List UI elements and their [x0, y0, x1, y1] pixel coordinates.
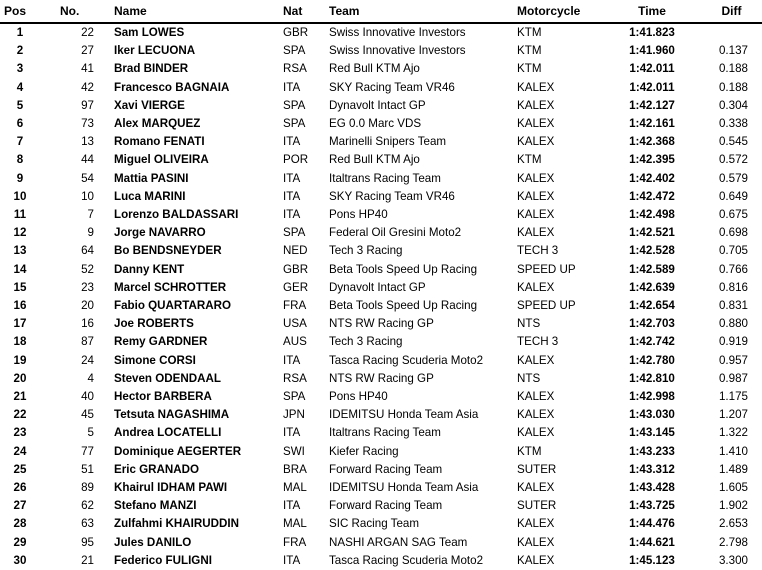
cell-number: 22: [81, 26, 94, 39]
cell-time: 1:42.780: [629, 353, 675, 367]
cell-number: 62: [81, 499, 94, 513]
cell-number: 20: [81, 299, 94, 313]
table-row: [0, 206, 762, 224]
table-row: [0, 406, 762, 424]
cell-rider-name: Zulfahmi KHAIRUDDIN: [114, 517, 239, 531]
cell-number: 27: [81, 44, 94, 58]
table-row: [0, 497, 762, 515]
cell-team: Kiefer Racing: [329, 444, 399, 458]
table-row: [0, 133, 762, 151]
cell-motorcycle: KALEX: [517, 98, 555, 112]
cell-team: Beta Tools Speed Up Racing: [329, 299, 478, 313]
cell-motorcycle: KALEX: [517, 80, 555, 94]
cell-team: EG 0.0 Marc VDS: [329, 117, 422, 131]
cell-rider-name: Xavi VIERGE: [114, 98, 185, 112]
cell-motorcycle: TECH 3: [517, 335, 559, 349]
cell-rider-name: Mattia PASINI: [114, 171, 189, 185]
cell-pos: 25: [13, 462, 27, 476]
cell-motorcycle: KALEX: [517, 353, 555, 367]
table-row: [0, 370, 762, 388]
cell-nationality: ITA: [283, 189, 301, 203]
cell-number: 21: [81, 553, 94, 567]
cell-nationality: RSA: [283, 62, 307, 76]
cell-rider-name: Dominique AEGERTER: [114, 444, 242, 458]
cell-number: 10: [81, 189, 94, 203]
header-team: Team: [329, 0, 517, 23]
cell-diff: 1.175: [718, 390, 748, 404]
header-no: No.: [40, 0, 104, 23]
cell-motorcycle: KALEX: [517, 208, 555, 222]
table-row: [0, 60, 762, 78]
cell-diff: [701, 23, 762, 42]
cell-diff: 0.766: [718, 262, 748, 276]
cell-rider-name: Brad BINDER: [114, 62, 189, 76]
cell-number: 73: [81, 117, 94, 131]
cell-pos: 18: [13, 335, 27, 349]
cell-rider-name: Hector BARBERA: [114, 390, 212, 404]
cell-rider-name: Miguel OLIVEIRA: [114, 153, 209, 167]
cell-diff: 0.545: [718, 135, 748, 149]
cell-team: Forward Racing Team: [329, 499, 443, 513]
cell-rider-name: Tetsuta NAGASHIMA: [114, 408, 230, 422]
cell-diff: 0.816: [718, 280, 748, 294]
cell-rider-name: Luca MARINI: [114, 189, 186, 203]
cell-pos: 30: [13, 553, 27, 567]
cell-team: Beta Tools Speed Up Racing: [329, 262, 478, 276]
header-time: Time: [603, 0, 701, 23]
cell-number: 16: [81, 317, 94, 331]
cell-rider-name: Jules DANILO: [114, 535, 192, 549]
cell-diff: 1.489: [718, 462, 748, 476]
cell-rider-name: Khairul IDHAM PAWI: [114, 481, 228, 495]
cell-number: 51: [81, 462, 94, 476]
cell-time: 1:43.725: [629, 499, 675, 513]
cell-diff: 0.649: [718, 189, 748, 203]
header-nat: Nat: [283, 0, 329, 23]
cell-pos: 3: [16, 62, 24, 76]
table-row: [0, 424, 762, 442]
cell-pos: 4: [16, 80, 24, 94]
cell-rider-name: Jorge NAVARRO: [114, 226, 206, 240]
cell-team: IDEMITSU Honda Team Asia: [329, 481, 479, 495]
cell-diff: 2.798: [718, 535, 748, 549]
cell-diff: 0.579: [718, 171, 748, 185]
table-row: [0, 552, 762, 570]
cell-time: 1:42.161: [629, 117, 675, 131]
cell-motorcycle: NTS: [517, 317, 541, 331]
cell-team: Italtrans Racing Team: [329, 426, 441, 440]
cell-team: SIC Racing Team: [329, 517, 419, 531]
table-row: [0, 515, 762, 533]
cell-time: 1:42.528: [629, 244, 675, 258]
cell-motorcycle: KALEX: [517, 553, 555, 567]
cell-nationality: SPA: [283, 44, 306, 58]
table-row: [0, 23, 762, 42]
cell-nationality: MAL: [283, 517, 307, 531]
table-row: [0, 461, 762, 479]
cell-diff: 0.304: [718, 98, 748, 112]
cell-motorcycle: KALEX: [517, 408, 555, 422]
cell-pos: 2: [16, 44, 24, 58]
cell-motorcycle: KALEX: [517, 390, 555, 404]
cell-time: 1:43.145: [629, 426, 675, 440]
table-row: [0, 297, 762, 315]
cell-pos: 15: [13, 280, 27, 294]
cell-nationality: ITA: [283, 499, 301, 513]
cell-pos: 12: [13, 226, 27, 240]
cell-pos: 1: [16, 26, 24, 39]
cell-team: Federal Oil Gresini Moto2: [329, 226, 462, 240]
cell-motorcycle: SUTER: [517, 462, 557, 476]
cell-motorcycle: KALEX: [517, 226, 555, 240]
cell-rider-name: Eric GRANADO: [114, 462, 200, 476]
cell-time: 1:43.428: [629, 481, 675, 495]
cell-diff: 0.957: [718, 353, 748, 367]
table-header: [0, 0, 762, 23]
cell-team: SKY Racing Team VR46: [329, 189, 455, 203]
cell-number: 63: [81, 517, 94, 531]
cell-diff: 0.705: [718, 244, 748, 258]
cell-diff: 0.338: [718, 117, 748, 131]
cell-number: 45: [81, 408, 94, 422]
cell-nationality: AUS: [283, 335, 307, 349]
cell-pos: 17: [13, 317, 27, 331]
cell-motorcycle: KALEX: [517, 517, 555, 531]
cell-time: 1:44.621: [629, 535, 675, 549]
cell-pos: 6: [16, 117, 24, 131]
cell-rider-name: Sam LOWES: [114, 26, 185, 39]
cell-time: 1:43.312: [629, 462, 675, 476]
cell-number: 54: [81, 171, 94, 185]
cell-number: 5: [87, 426, 94, 440]
cell-team: Pons HP40: [329, 390, 388, 404]
cell-pos: 14: [13, 262, 27, 276]
cell-team: Dynavolt Intact GP: [329, 98, 426, 112]
cell-motorcycle: KALEX: [517, 535, 555, 549]
cell-motorcycle: KALEX: [517, 189, 555, 203]
cell-number: 44: [81, 153, 94, 167]
table-row: [0, 151, 762, 169]
cell-nationality: GER: [283, 280, 309, 294]
table-row: [0, 224, 762, 242]
cell-number: 87: [81, 335, 94, 349]
cell-motorcycle: SUTER: [517, 499, 557, 513]
table-row: [0, 388, 762, 406]
cell-team: NTS RW Racing GP: [329, 317, 434, 331]
cell-rider-name: Andrea LOCATELLI: [114, 426, 222, 440]
cell-diff: 0.572: [718, 153, 748, 167]
cell-team: Marinelli Snipers Team: [329, 135, 447, 149]
header-pos: Pos: [0, 0, 40, 23]
cell-nationality: ITA: [283, 353, 301, 367]
cell-team: NTS RW Racing GP: [329, 371, 434, 385]
cell-rider-name: Lorenzo BALDASSARI: [114, 208, 239, 222]
cell-rider-name: Danny KENT: [114, 262, 185, 276]
cell-nationality: ITA: [283, 171, 301, 185]
table-row: [0, 534, 762, 552]
cell-diff: 0.675: [718, 208, 748, 222]
cell-time: 1:42.011: [629, 62, 675, 76]
cell-rider-name: Joe ROBERTS: [114, 317, 194, 331]
cell-rider-name: Simone CORSI: [114, 353, 196, 367]
cell-rider-name: Iker LECUONA: [114, 44, 196, 58]
cell-team: SKY Racing Team VR46: [329, 80, 455, 94]
cell-nationality: BRA: [283, 462, 307, 476]
cell-pos: 16: [13, 299, 27, 313]
cell-diff: 0.188: [718, 80, 748, 94]
cell-number: 7: [87, 208, 94, 222]
cell-motorcycle: SPEED UP: [517, 299, 576, 313]
table-row: [0, 443, 762, 461]
cell-nationality: SWI: [283, 444, 305, 458]
cell-nationality: ITA: [283, 208, 301, 222]
cell-number: 64: [81, 244, 94, 258]
cell-number: 4: [87, 371, 94, 385]
cell-motorcycle: KALEX: [517, 117, 555, 131]
cell-time: 1:42.654: [629, 299, 675, 313]
cell-number: 9: [87, 226, 94, 240]
table-row: [0, 115, 762, 133]
cell-time: 1:43.030: [629, 408, 675, 422]
cell-team: Tech 3 Racing: [329, 244, 403, 258]
cell-pos: 21: [13, 390, 27, 404]
header-name: Name: [104, 0, 283, 23]
cell-time: 1:42.395: [629, 153, 675, 167]
table-row: [0, 79, 762, 97]
cell-nationality: SPA: [283, 390, 306, 404]
cell-team: Red Bull KTM Ajo: [329, 62, 420, 76]
cell-motorcycle: KALEX: [517, 426, 555, 440]
cell-rider-name: Fabio QUARTARARO: [114, 299, 232, 313]
table-body: [0, 23, 762, 570]
cell-pos: 26: [13, 481, 27, 495]
cell-rider-name: Romano FENATI: [114, 135, 205, 149]
cell-rider-name: Alex MARQUEZ: [114, 117, 201, 131]
table-row: [0, 188, 762, 206]
cell-pos: 28: [13, 517, 27, 531]
cell-pos: 8: [16, 153, 24, 167]
cell-nationality: MAL: [283, 481, 307, 495]
table-row: [0, 170, 762, 188]
cell-motorcycle: TECH 3: [517, 244, 559, 258]
cell-pos: 10: [13, 189, 27, 203]
cell-pos: 19: [13, 353, 27, 367]
cell-pos: 5: [16, 98, 24, 112]
cell-number: 40: [81, 390, 94, 404]
cell-team: Red Bull KTM Ajo: [329, 153, 420, 167]
cell-number: 41: [81, 62, 94, 76]
header-row: [0, 0, 762, 23]
cell-nationality: SPA: [283, 98, 306, 112]
cell-team: Forward Racing Team: [329, 462, 443, 476]
cell-diff: 1.207: [718, 408, 748, 422]
cell-nationality: ITA: [283, 80, 301, 94]
cell-pos: 27: [13, 499, 27, 513]
cell-nationality: FRA: [283, 535, 307, 549]
cell-diff: 1.322: [718, 426, 748, 440]
cell-rider-name: Francesco BAGNAIA: [114, 80, 230, 94]
cell-time: 1:42.498: [629, 208, 675, 222]
cell-motorcycle: KTM: [517, 44, 542, 58]
cell-nationality: USA: [283, 317, 307, 331]
cell-time: 1:42.703: [629, 317, 675, 331]
cell-diff: 2.653: [718, 517, 748, 531]
cell-diff: 0.698: [718, 226, 748, 240]
cell-team: Italtrans Racing Team: [329, 171, 441, 185]
cell-motorcycle: KTM: [517, 444, 542, 458]
header-motorcycle: Motorcycle: [517, 0, 603, 23]
cell-time: 1:44.476: [629, 517, 675, 531]
cell-time: 1:45.123: [629, 553, 675, 567]
cell-number: 89: [81, 481, 94, 495]
cell-rider-name: Federico FULIGNI: [114, 553, 212, 567]
cell-number: 13: [81, 135, 94, 149]
cell-number: 52: [81, 262, 94, 276]
cell-pos: 24: [13, 444, 27, 458]
table-row: [0, 333, 762, 351]
cell-diff: 1.410: [718, 444, 748, 458]
table-row: [0, 352, 762, 370]
cell-diff: 0.831: [718, 299, 748, 313]
cell-nationality: ITA: [283, 553, 301, 567]
cell-team: Tasca Racing Scuderia Moto2: [329, 553, 484, 567]
cell-team: IDEMITSU Honda Team Asia: [329, 408, 479, 422]
cell-pos: 9: [16, 171, 24, 185]
cell-diff: 1.605: [718, 481, 748, 495]
cell-motorcycle: KALEX: [517, 135, 555, 149]
cell-time: 1:42.521: [629, 226, 675, 240]
cell-motorcycle: NTS: [517, 371, 541, 385]
cell-number: 24: [81, 353, 94, 367]
cell-nationality: JPN: [283, 408, 305, 422]
table-row: [0, 97, 762, 115]
cell-nationality: SPA: [283, 117, 306, 131]
cell-pos: 20: [13, 371, 27, 385]
cell-time: 1:42.402: [629, 171, 675, 185]
cell-time: 1:42.472: [629, 189, 675, 203]
cell-pos: 22: [13, 408, 27, 422]
cell-diff: 0.188: [718, 62, 748, 76]
cell-time: 1:42.589: [629, 262, 675, 276]
cell-motorcycle: KALEX: [517, 481, 555, 495]
cell-nationality: GBR: [283, 26, 309, 39]
cell-motorcycle: KALEX: [517, 171, 555, 185]
cell-time: 1:42.998: [629, 390, 675, 404]
cell-motorcycle: KTM: [517, 62, 542, 76]
cell-pos: 29: [13, 535, 27, 549]
cell-team: Swiss Innovative Investors: [329, 26, 466, 39]
cell-nationality: RSA: [283, 371, 307, 385]
cell-nationality: FRA: [283, 299, 307, 313]
cell-motorcycle: SPEED UP: [517, 262, 576, 276]
table-row: [0, 42, 762, 60]
cell-time: 1:42.368: [629, 135, 675, 149]
table-row: [0, 261, 762, 279]
cell-nationality: NED: [283, 244, 308, 258]
cell-motorcycle: KALEX: [517, 280, 555, 294]
cell-number: 97: [81, 98, 94, 112]
cell-team: Dynavolt Intact GP: [329, 280, 426, 294]
cell-pos: 23: [13, 426, 27, 440]
cell-rider-name: Marcel SCHROTTER: [114, 280, 227, 294]
cell-nationality: ITA: [283, 426, 301, 440]
cell-rider-name: Stefano MANZI: [114, 499, 197, 513]
cell-time: 1:42.810: [629, 371, 675, 385]
cell-time: 1:42.639: [629, 280, 675, 294]
cell-time: 1:42.011: [629, 80, 675, 94]
cell-number: 42: [81, 80, 94, 94]
cell-nationality: ITA: [283, 135, 301, 149]
cell-time: 1:41.823: [629, 26, 675, 39]
cell-diff: 0.880: [718, 317, 748, 331]
table-row: [0, 242, 762, 260]
cell-nationality: SPA: [283, 226, 306, 240]
cell-number: 95: [81, 535, 94, 549]
cell-diff: 0.137: [718, 44, 748, 58]
cell-motorcycle: KTM: [517, 26, 542, 39]
cell-time: 1:42.742: [629, 335, 675, 349]
cell-rider-name: Steven ODENDAAL: [114, 371, 221, 385]
cell-pos: 13: [13, 244, 27, 258]
header-diff: Diff: [701, 0, 762, 23]
cell-motorcycle: KTM: [517, 153, 542, 167]
cell-time: 1:43.233: [629, 444, 675, 458]
cell-pos: 11: [13, 208, 27, 222]
cell-number: 77: [81, 444, 94, 458]
cell-team: Tasca Racing Scuderia Moto2: [329, 353, 484, 367]
cell-number: 23: [81, 280, 94, 294]
cell-pos: 7: [16, 135, 24, 149]
table-row: [0, 315, 762, 333]
cell-rider-name: Remy GARDNER: [114, 335, 208, 349]
cell-diff: 0.987: [718, 371, 748, 385]
cell-team: NASHI ARGAN SAG Team: [329, 535, 468, 549]
cell-diff: 3.300: [718, 553, 748, 567]
cell-team: Swiss Innovative Investors: [329, 44, 466, 58]
cell-nationality: POR: [283, 153, 309, 167]
cell-time: 1:42.127: [629, 98, 675, 112]
cell-time: 1:41.960: [629, 44, 675, 58]
cell-diff: 0.919: [718, 335, 748, 349]
cell-team: Tech 3 Racing: [329, 335, 403, 349]
cell-team: Pons HP40: [329, 208, 388, 222]
cell-nationality: GBR: [283, 262, 309, 276]
cell-rider-name: Bo BENDSNEYDER: [114, 244, 222, 258]
cell-diff: 1.902: [718, 499, 748, 513]
table-row: [0, 479, 762, 497]
table-row: [0, 279, 762, 297]
